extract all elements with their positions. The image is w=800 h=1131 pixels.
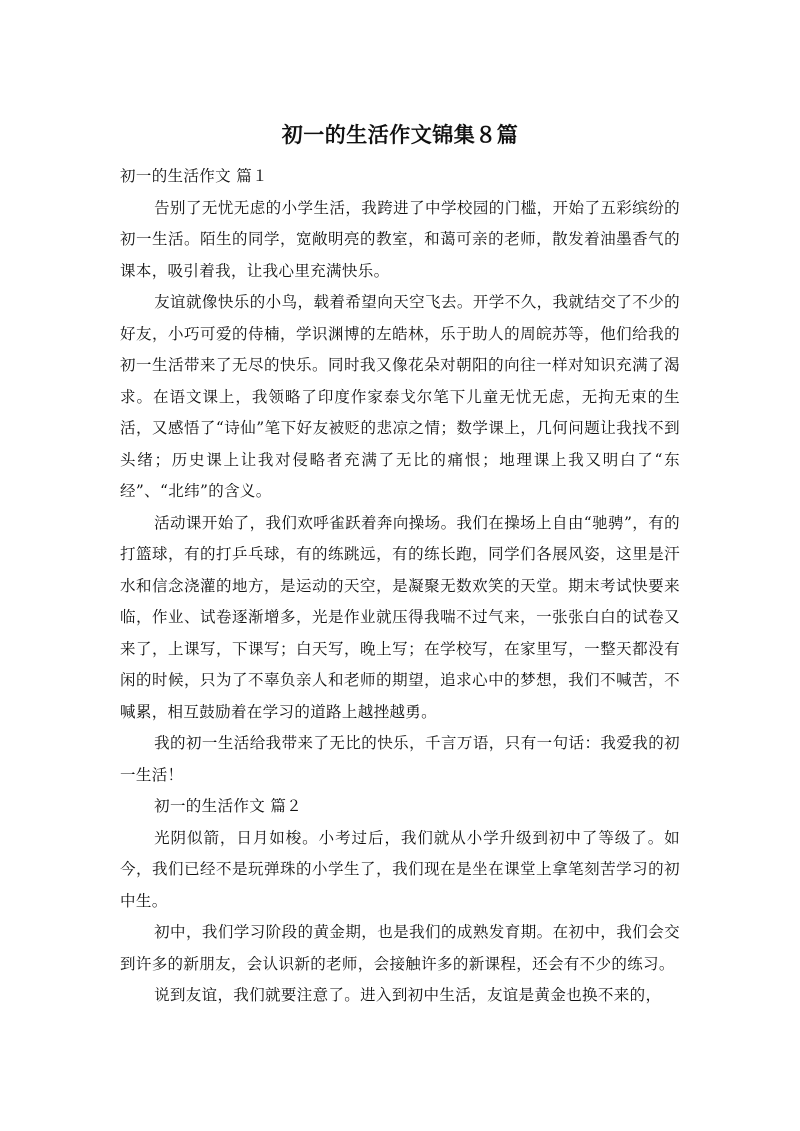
section-heading: 初一的生活作文 篇２ (154, 797, 303, 815)
paragraph: 活动课开始了，我们欢呼雀跃着奔向操场。我们在操场上自由“驰骋”，有的打篮球，有的打乒乓球，有的练跳远，有的练长跑，同学们各展风姿，这里是汗水和信念浇灌的地方，是运动的天空，是凝聚无数欢笑的天堂。期末考试快要来临，作业、试卷逐渐增多，光是作业就压得我喘不过气来，一张张白白的试卷又来了，上课写，下课写；白天写，晚上写；在学校写，在家里写，一整天都没有闲的时候，只为了不辜负亲人和老师的期望，追求心中的梦想，我们不喊苦，不喊累，相互鼓励着在学习的道路上越挫越勇。 (120, 513, 680, 721)
paragraph: 光阴似箭，日月如梭。小考过后，我们就从小学升级到初中了等级了。如今，我们已经不是玩弹珠的小学生了，我们现在是坐在课堂上拿笔刻苦学习的初中生。 (120, 828, 680, 910)
document-body (120, 161, 680, 1012)
section-heading: 初一的生活作文 篇１ (120, 167, 268, 185)
paragraph: 初中，我们学习阶段的黄金期，也是我们的成熟发育期。在初中，我们会交到许多的新朋友，会认识新的老师，会接触许多的新课程，还会有不少的练习。 (120, 923, 680, 973)
document-title: 初一的生活作文锦集８篇 (281, 123, 519, 147)
paragraph: 友谊就像快乐的小鸟，载着希望向天空飞去。开学不久，我就结交了不少的好友，小巧可爱的侍楠，学识渊博的左皓林，乐于助人的周皖苏等，他们给我的初一生活带来了无尽的快乐。同时我又像花朵对朝阳的向往一样对知识充满了渴求。在语文课上，我领略了印度作家泰戈尔笔下儿童无忧无虑，无拘无束的生活，又感悟了“诗仙”笔下好友被贬的悲凉之情；数学课上，几何问题让我找不到头绪；历史课上让我对侵略者充满了无比的痛恨；地理课上我又明白了“东经”、“北纬”的含义。 (120, 293, 680, 500)
paragraph: 我的初一生活给我带来了无比的快乐，千言万语，只有一句话：我爱我的初一生活！ (120, 734, 680, 784)
paragraph: 告别了无忧无虑的小学生活，我跨进了中学校园的门槛，开始了五彩缤纷的初一生活。陌生的同学，宽敞明亮的教室，和蔼可亲的老师，散发着油墨香气的课本，吸引着我，让我心里充满快乐。 (120, 198, 680, 280)
paragraph: 说到友谊，我们就要注意了。进入到初中生活，友谊是黄金也换不来的， (154, 986, 662, 1004)
essay-section-1 (120, 161, 680, 791)
essay-section-2 (120, 791, 680, 1012)
